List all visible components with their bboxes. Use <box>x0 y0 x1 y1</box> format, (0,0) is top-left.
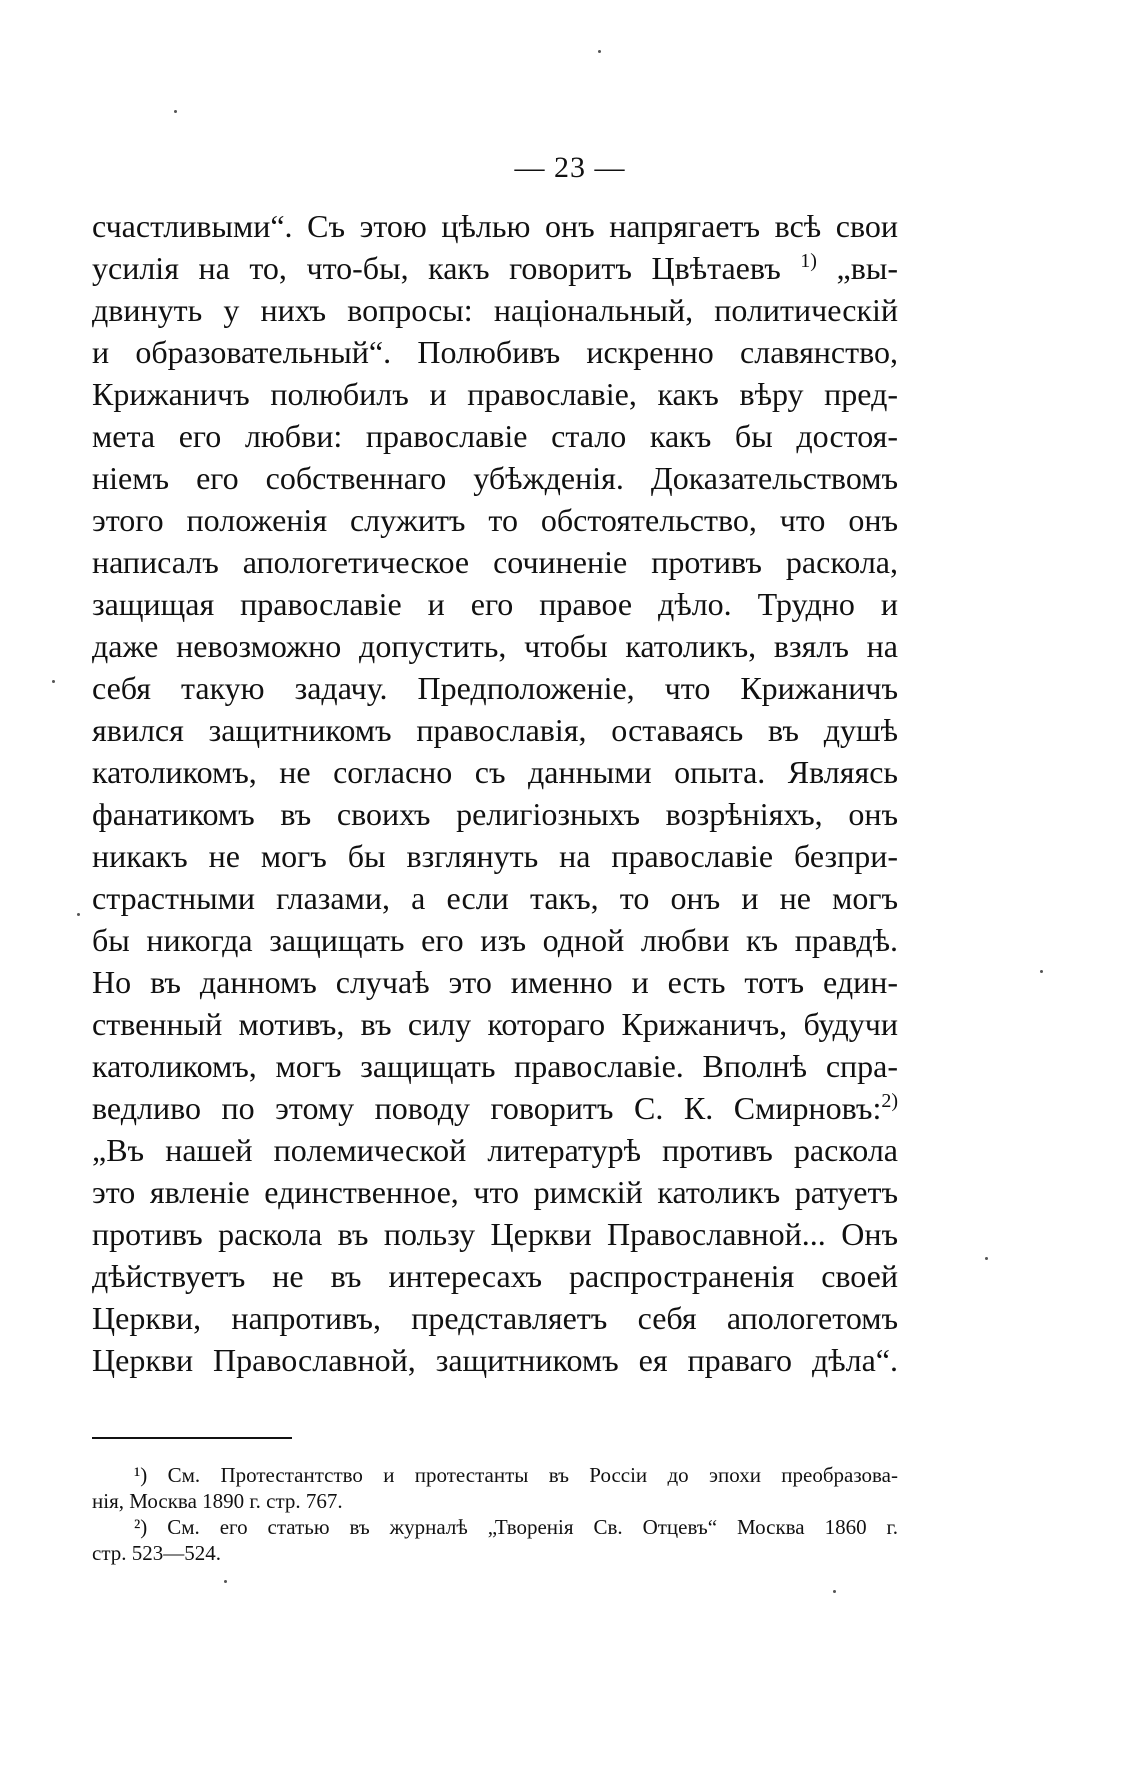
text-line-main: усилія на то, что-бы, какъ говоритъ Цвѣтаевъ <box>92 250 781 286</box>
text-line: фанатикомъ въ своихъ религіозныхъ возрѣніяхъ, онъ <box>92 796 898 832</box>
text-line: католикомъ, не согласно съ данными опыта. Являясь <box>92 754 898 790</box>
text-line-tail: „вы- <box>836 250 898 286</box>
text-line: счастливыми“. Съ этою цѣлью онъ напрягаетъ всѣ свои <box>92 208 898 244</box>
footnote-2-line-2: стр. 523—524. <box>92 1541 222 1565</box>
text-line: Церкви Православной, защитникомъ ея праваго дѣла“. <box>92 1342 898 1378</box>
scan-speck <box>1040 970 1043 973</box>
footnote-ref-2: 2) <box>881 1090 898 1112</box>
text-line: дѣйствуетъ не въ интересахъ распространенія своей <box>92 1258 898 1294</box>
footnote-1-line-2: нія, Москва 1890 г. стр. 767. <box>92 1489 343 1513</box>
text-line-main: ведливо по этому поводу говоритъ С. К. Смирновъ: <box>92 1090 882 1126</box>
text-line: никакъ не могъ бы взглянуть на православіе безпри- <box>92 838 898 874</box>
footnote-2-line-1: ²) См. его статью въ журналѣ „Творенія Св. Отцевъ“ Москва 1860 г. <box>134 1515 898 1539</box>
footnote-ref-1: 1) <box>800 250 817 272</box>
text-line <box>92 1087 898 1129</box>
text-line: Церкви, напротивъ, представляетъ себя апологетомъ <box>92 1300 898 1336</box>
scan-speck <box>174 110 177 113</box>
text-line: Крижаничъ полюбилъ и православіе, какъ вѣру пред- <box>92 376 898 412</box>
footnotes <box>92 1462 898 1566</box>
text-line: себя такую задачу. Предположеніе, что Крижаничъ <box>92 670 898 706</box>
text-line: ственный мотивъ, въ силу котораго Крижаничъ, будучи <box>92 1006 898 1042</box>
scan-speck <box>985 1257 988 1260</box>
text-line: двинуть у нихъ вопросы: національный, политическій <box>92 292 898 328</box>
footnote-1-line-1: ¹) См. Протестантство и протестанты въ Россіи до эпохи преобразова- <box>134 1463 898 1487</box>
text-line: и образовательный“. Полюбивъ искренно славянство, <box>92 334 898 370</box>
scan-speck <box>52 680 55 683</box>
scan-speck <box>224 1580 227 1583</box>
body-text <box>92 205 898 1381</box>
text-line <box>92 247 898 289</box>
text-line: даже невозможно допустить, чтобы католикъ, взялъ на <box>92 628 898 664</box>
text-line: это явленіе единственное, что римскій католикъ ратуетъ <box>92 1174 898 1210</box>
scan-speck <box>77 913 80 916</box>
text-line: противъ раскола въ пользу Церкви Православной... Онъ <box>92 1216 898 1252</box>
text-line: Но въ данномъ случаѣ это именно и есть тотъ един- <box>92 964 898 1000</box>
scan-speck <box>598 50 601 53</box>
text-line: бы никогда защищать его изъ одной любви къ правдѣ. <box>92 922 898 958</box>
text-line: этого положенія служитъ то обстоятельство, что онъ <box>92 502 898 538</box>
text-line: католикомъ, могъ защищать православіе. Вполнѣ спра- <box>92 1048 898 1084</box>
footnote-divider <box>92 1437 292 1439</box>
text-line: ніемъ его собственнаго убѣжденія. Доказательствомъ <box>92 460 898 496</box>
text-line: защищая православіе и его правое дѣло. Трудно и <box>92 586 898 622</box>
text-line: страстными глазами, а если такъ, то онъ и не могъ <box>92 880 898 916</box>
scan-speck <box>833 1590 836 1593</box>
text-line: явился защитникомъ православія, оставаясь въ душѣ <box>92 712 898 748</box>
text-line: мета его любви: православіе стало какъ бы достоя- <box>92 418 898 454</box>
text-line: написалъ апологетическое сочиненіе противъ раскола, <box>92 544 898 580</box>
text-line: „Въ нашей полемической литературѣ противъ раскола <box>92 1132 898 1168</box>
page-number: — 23 — <box>514 151 626 184</box>
